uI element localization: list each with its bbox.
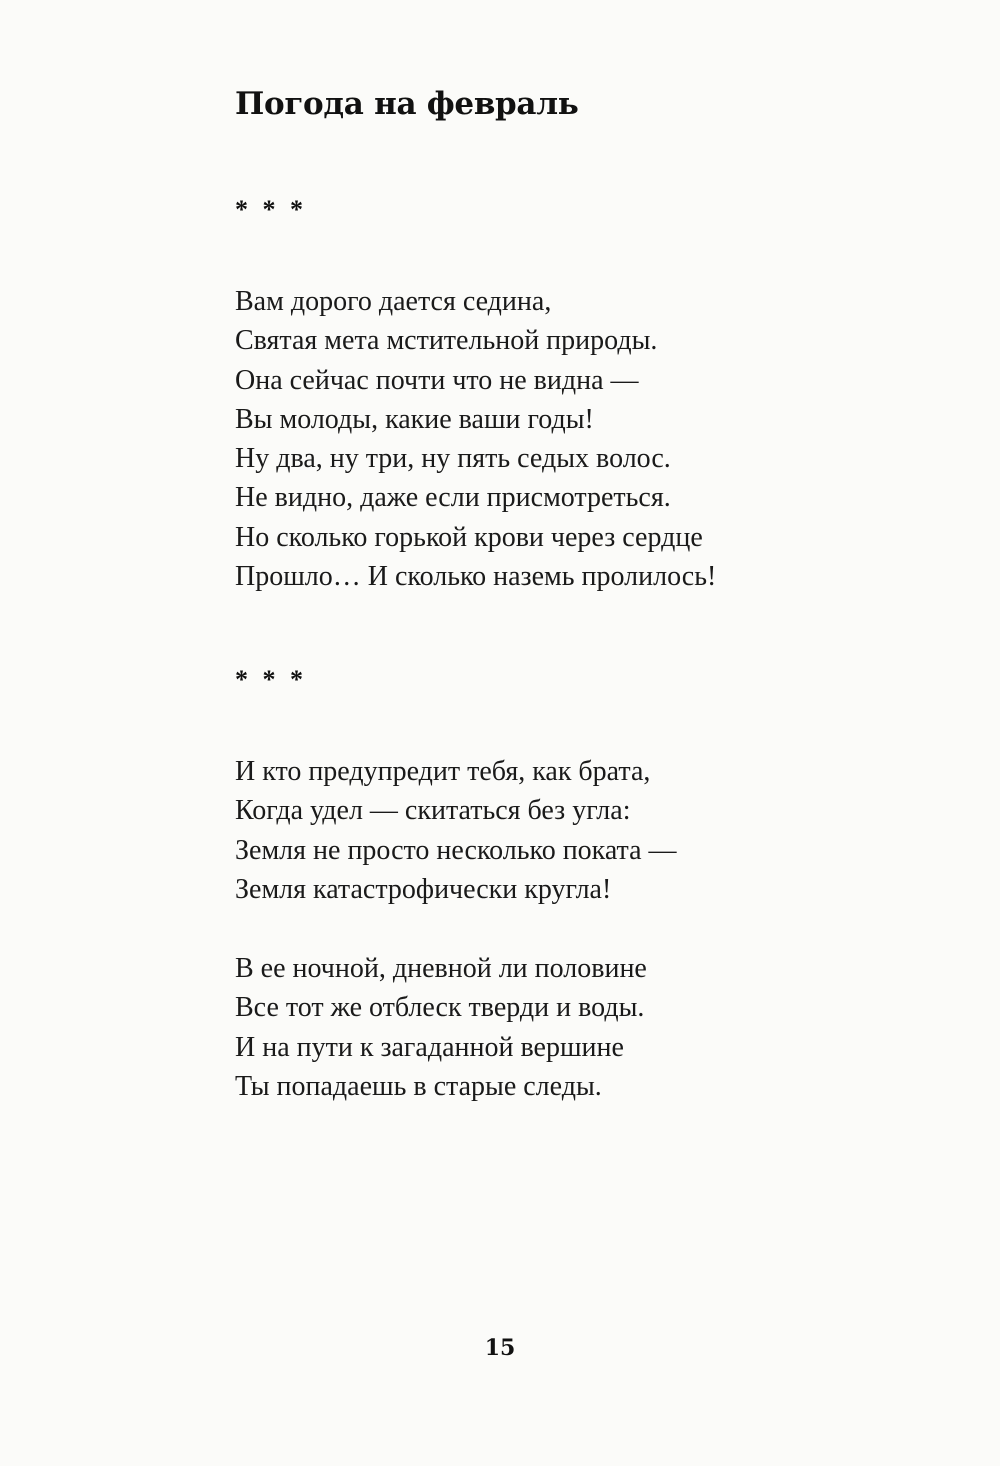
stanza (235, 752, 855, 909)
poem-line: Вы молоды, какие ваши годы! (235, 403, 594, 435)
poem (235, 665, 855, 1146)
poem-line: И кто предупредит тебя, как брата, (235, 756, 651, 787)
poem-line: В ее ночной, дневной ли половине (235, 953, 647, 985)
poem-line: Прошло… И сколько наземь пролилось! (235, 561, 717, 593)
poem-line: Земля катастрофически кругла! (235, 873, 612, 905)
poem-line: Святая мета мстительной природы. (235, 325, 658, 357)
poem-line: Не видно, даже если присмотреться. (235, 482, 671, 514)
poem-line: Но сколько горькой крови через сердце (235, 521, 703, 553)
poem-line: Все тот же отблеск тверди и воды. (235, 992, 645, 1024)
poem-line: Вам дорого дается седина, (235, 286, 552, 317)
page-number: 15 (484, 1335, 516, 1361)
poem-line: Ну два, ну три, ну пять седых волос. (235, 443, 671, 475)
poem-line: И на пути к загаданной вершине (235, 1031, 624, 1063)
poem-line: Когда удел — скитаться без угла: (235, 795, 631, 827)
poem (235, 195, 855, 636)
poem-line: Ты попадаешь в старые следы. (235, 1071, 602, 1103)
poem-line: Земля не просто несколько поката — (235, 834, 677, 866)
section-title: Погода на февраль (235, 86, 579, 122)
poem-separator-stars: * * * (235, 195, 307, 224)
poem-line: Она сейчас почти что не видна — (235, 364, 639, 396)
stanza (235, 282, 855, 596)
poem-separator-stars: * * * (235, 665, 307, 694)
stanza (235, 949, 855, 1106)
